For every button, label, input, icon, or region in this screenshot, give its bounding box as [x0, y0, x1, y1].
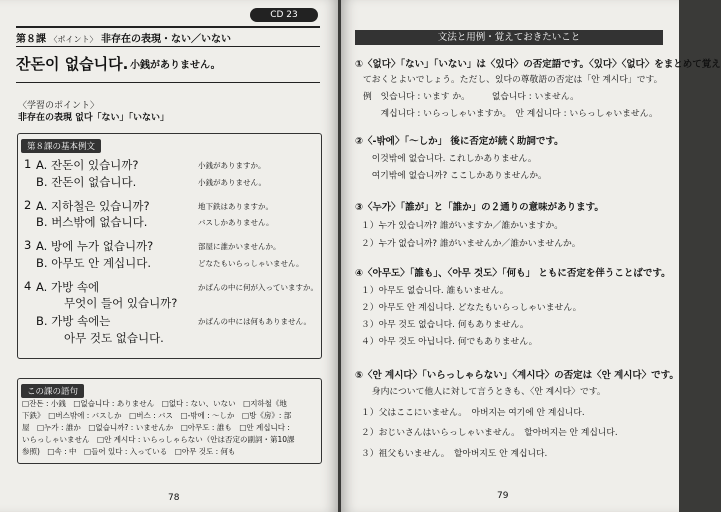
grammar-example: ２）누가 없습니까? 誰がいませんか／誰かいませんか。 [361, 239, 581, 249]
grammar-section-header: 文法と用例・覚えておきたいこと [355, 30, 663, 45]
grammar-example: ２）おじいさんはいらっしゃいません。 할아버지는 안 계십니다. [361, 428, 618, 438]
grammar-example: １）아무도 없습니다. 誰もいません。 [361, 286, 509, 296]
example-a-japanese: 地下鉄はありますか。 [198, 202, 273, 211]
example-b-korean: B. 잔돈이 없습니다. [36, 175, 137, 189]
page-number: 79 [497, 491, 509, 501]
grammar-example: ４）아무 것도 아닙니다. 何でもありません。 [361, 337, 538, 347]
vocabulary-line: 屋 □누가 : 誰か □없습니까? : いませんか □아무도 : 誰も □안 계십니다 : [22, 423, 290, 432]
grammar-example: １）父はここにいません。 아버지는 여기에 안 계십니다. [361, 408, 585, 418]
vocabulary-line: いらっしゃいません □안 계시다 : いらっしゃらない（안は否定の副詞・第10課 [22, 435, 295, 444]
grammar-text: 身内について他人に対して言うときも、〈안 계시다〉です。 [363, 387, 606, 397]
lesson-point-label: 〈ポイント〉 [49, 35, 98, 44]
example-b-korean-cont: 아무 것도 없습니다. [64, 331, 164, 345]
example-number: 2 [24, 198, 32, 212]
grammar-point-3: ③〈누가〉「誰が」と「誰か」の２通りの意味があります。 [355, 202, 604, 213]
grammar-example: 例 잇습니다 : います か。 없습니다 : いません。 [363, 92, 579, 102]
example-b-korean: B. 가방 속에는 [36, 314, 111, 328]
example-b-japanese: 小銭がありません。 [198, 178, 266, 187]
learning-point-title: 〈学習のポイント〉 [18, 101, 100, 111]
grammar-example: 여기밖에 없습니까? ここしかありませんか。 [363, 171, 547, 181]
main-translation: 小銭がありません。 [130, 60, 221, 71]
main-sentence: 잔돈이 없습니다. [16, 55, 129, 73]
heading-rule [16, 46, 320, 47]
example-a-japanese: 小銭がありますか。 [198, 161, 266, 170]
grammar-point-4: ④〈아무도〉「誰も」、〈아무 것도〉「何も」 ともに否定を伴うことばです。 [355, 268, 671, 279]
vocabulary-title: この課の語句 [21, 384, 84, 398]
lesson-title: 非存在の表現・ない／いない [100, 34, 231, 45]
example-a-korean: A. 방에 누가 없습니까? [36, 239, 154, 253]
left-page [0, 0, 338, 512]
example-a-korean: A. 가방 속에 [36, 280, 100, 294]
right-page [341, 0, 721, 512]
example-b-japanese: かばんの中には何もありません。 [198, 317, 311, 326]
example-b-korean: B. 버스밖에 없습니다. [36, 215, 148, 229]
grammar-example: １）누가 있습니까? 誰がいますか／誰かいますか。 [361, 221, 563, 231]
example-a-korean-cont: 무엇이 들어 있습니까? [64, 296, 178, 310]
learning-point-text: 非存在の表現 없다「ない」「いない」 [18, 113, 170, 123]
vocabulary-line: □잔돈 : 小銭 □없습니다 : ありません □없다 : ない、いない □지하철《地 [22, 399, 287, 408]
example-number: 4 [24, 279, 32, 293]
lesson-heading [16, 30, 231, 45]
example-a-korean: A. 잔돈이 있습니까? [36, 158, 139, 172]
examples-title: 第８課の基本例文 [21, 139, 101, 153]
main-rule [16, 82, 320, 83]
example-b-japanese: どなたもいらっしゃいません。 [198, 259, 304, 268]
lesson-label: 第８課 [16, 34, 46, 45]
grammar-point-1: ①〈없다〉「ない」「いない」は〈있다〉の否定語です。〈있다〉〈없다〉をまとめて覚え [355, 59, 721, 70]
grammar-point-2: ②〈-밖에〉「～しか」 後に否定が続く助詞です。 [355, 136, 564, 147]
example-a-korean: A. 지하철은 있습니까? [36, 199, 150, 213]
grammar-point-5: ⑤〈안 계시다〉「いらっしゃらない」〈계시다〉の否定は〈안 계시다〉です。 [355, 370, 679, 381]
header-rule [16, 26, 320, 28]
grammar-example: ２）아무도 안 계십니다. どなたもいらっしゃいません。 [361, 303, 582, 313]
example-a-japanese: 部屋に誰かいませんか。 [198, 242, 281, 251]
grammar-example: 계십니다 : いらっしゃいますか。 안 계십니다 : いらっしゃいません。 [363, 109, 658, 119]
cd-track-badge: CD 23 [250, 8, 318, 22]
grammar-example: ３）아무 것도 없습니다. 何もありません。 [361, 320, 529, 330]
grammar-text: ておくとよいでしょう。ただし、있다の尊敬語の否定は「안 계시다」です。 [363, 75, 663, 85]
example-a-japanese: かばんの中に何が入っていますか。 [198, 283, 318, 292]
example-b-korean: B. 아무도 안 계십니다. [36, 256, 152, 270]
grammar-example: 이것밖에 없습니다. これしかありません。 [363, 154, 537, 164]
grammar-example: ３）祖父もいません。 할아버지도 안 계십니다. [361, 449, 548, 459]
example-number: 1 [24, 157, 32, 171]
example-number: 3 [24, 238, 32, 252]
vocabulary-line: 参照) □속 : 中 □들어 있다 : 入っている □아무 것도 : 何も [22, 447, 236, 456]
vocabulary-line: 下鉄》 □버스밖에 : バスしか □버스 : バス □-밖에 : ～しか □방《房》: 部 [22, 411, 292, 420]
page-number: 78 [168, 493, 180, 503]
example-b-japanese: バスしかありません。 [198, 218, 274, 227]
